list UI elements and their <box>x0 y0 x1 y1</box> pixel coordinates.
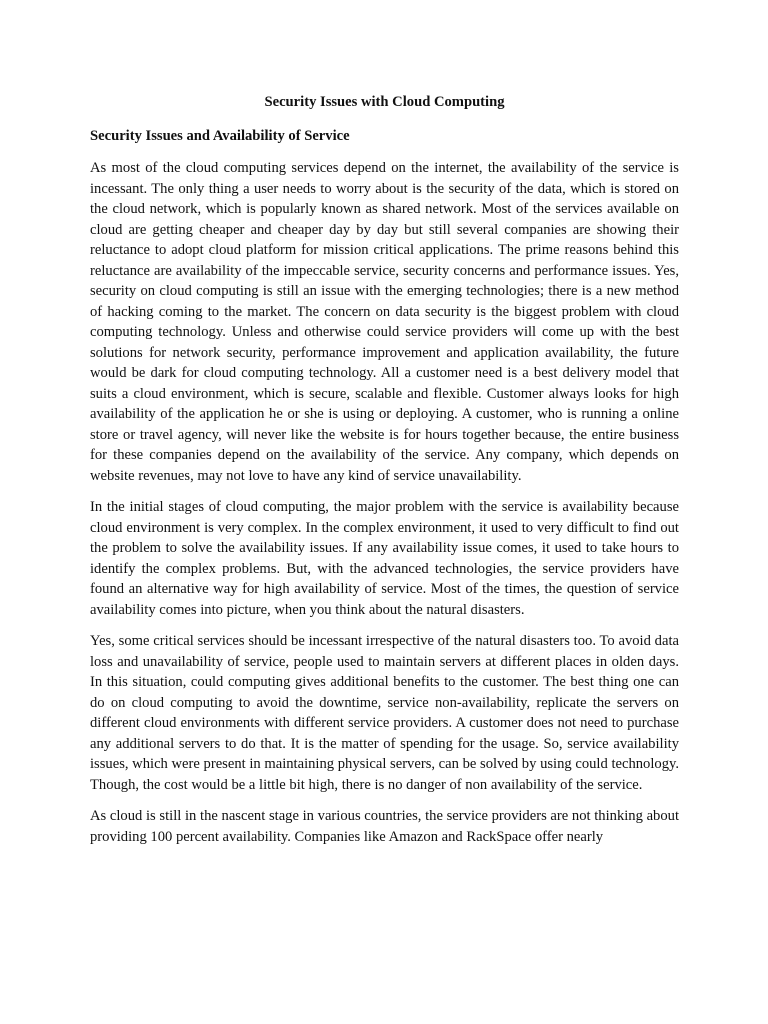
document-title: Security Issues with Cloud Computing <box>264 94 505 110</box>
section-heading: Security Issues and Availability of Service <box>90 128 350 144</box>
paragraph-2: In the initial stages of cloud computing, the major problem with the service is availability because cloud environment is very complex. In the complex environment, it used to very difficult to find out the problem to solve the availability issues. If any availability issue comes, it used to take hours to identify the complex problems. But, with the advanced technologies, the service providers have found an alternative way for high availability of service. Most of the times, the question of service availability comes into picture, when you think about the natural disasters. <box>90 499 679 618</box>
paragraph-1: As most of the cloud computing services depend on the internet, the availability of the service is incessant. The only thing a user needs to worry about is the security of the data, which is stored on the cloud network, which is popularly known as shared network. Most of the services available on cloud are getting cheaper and cheaper day by day but still several companies are showing their reluctance to adopt cloud platform for mission critical applications. The prime reasons behind this reluctance are availability of the impeccable service, security concerns and performance issues. Yes, security on cloud computing is still an issue with the emerging technologies; there is a new method of hacking coming to the market. The concern on data security is the biggest problem with cloud computing technology. Unless and otherwise could service providers will come up with the best solutions for network security, performance improvement and application availability, the future would be dark for cloud computing technology. All a customer need is a best delivery model that suits a cloud environment, which is secure, scalable and flexible. Customer always looks for high availability of the application he or she is using or deploying. A customer, who is running a online store or travel agency, will never like the website is for hours together because, the entire business for these companies depend on the availability of the service. Any company, which depends on website revenues, may not love to have any kind of service unavailability. <box>90 160 679 484</box>
paragraph-4: As cloud is still in the nascent stage in various countries, the service providers are not thinking about providing 100 percent availability. Companies like Amazon and RackSpace offer nearly <box>90 808 679 845</box>
paragraph-3: Yes, some critical services should be incessant irrespective of the natural disasters too. To avoid data loss and unavailability of service, people used to maintain servers at different places in olden days. In this situation, could computing gives additional benefits to the customer. The best thing one can do on cloud computing to avoid the downtime, service non-availability, replicate the servers on different cloud environments with different service providers. A customer does not need to purchase any additional servers to do that. It is the matter of spending for the usage. So, service availability issues, which were present in maintaining physical servers, can be solved by using could technology. Though, the cost would be a little bit high, there is no danger of non availability of the service. <box>90 633 679 793</box>
